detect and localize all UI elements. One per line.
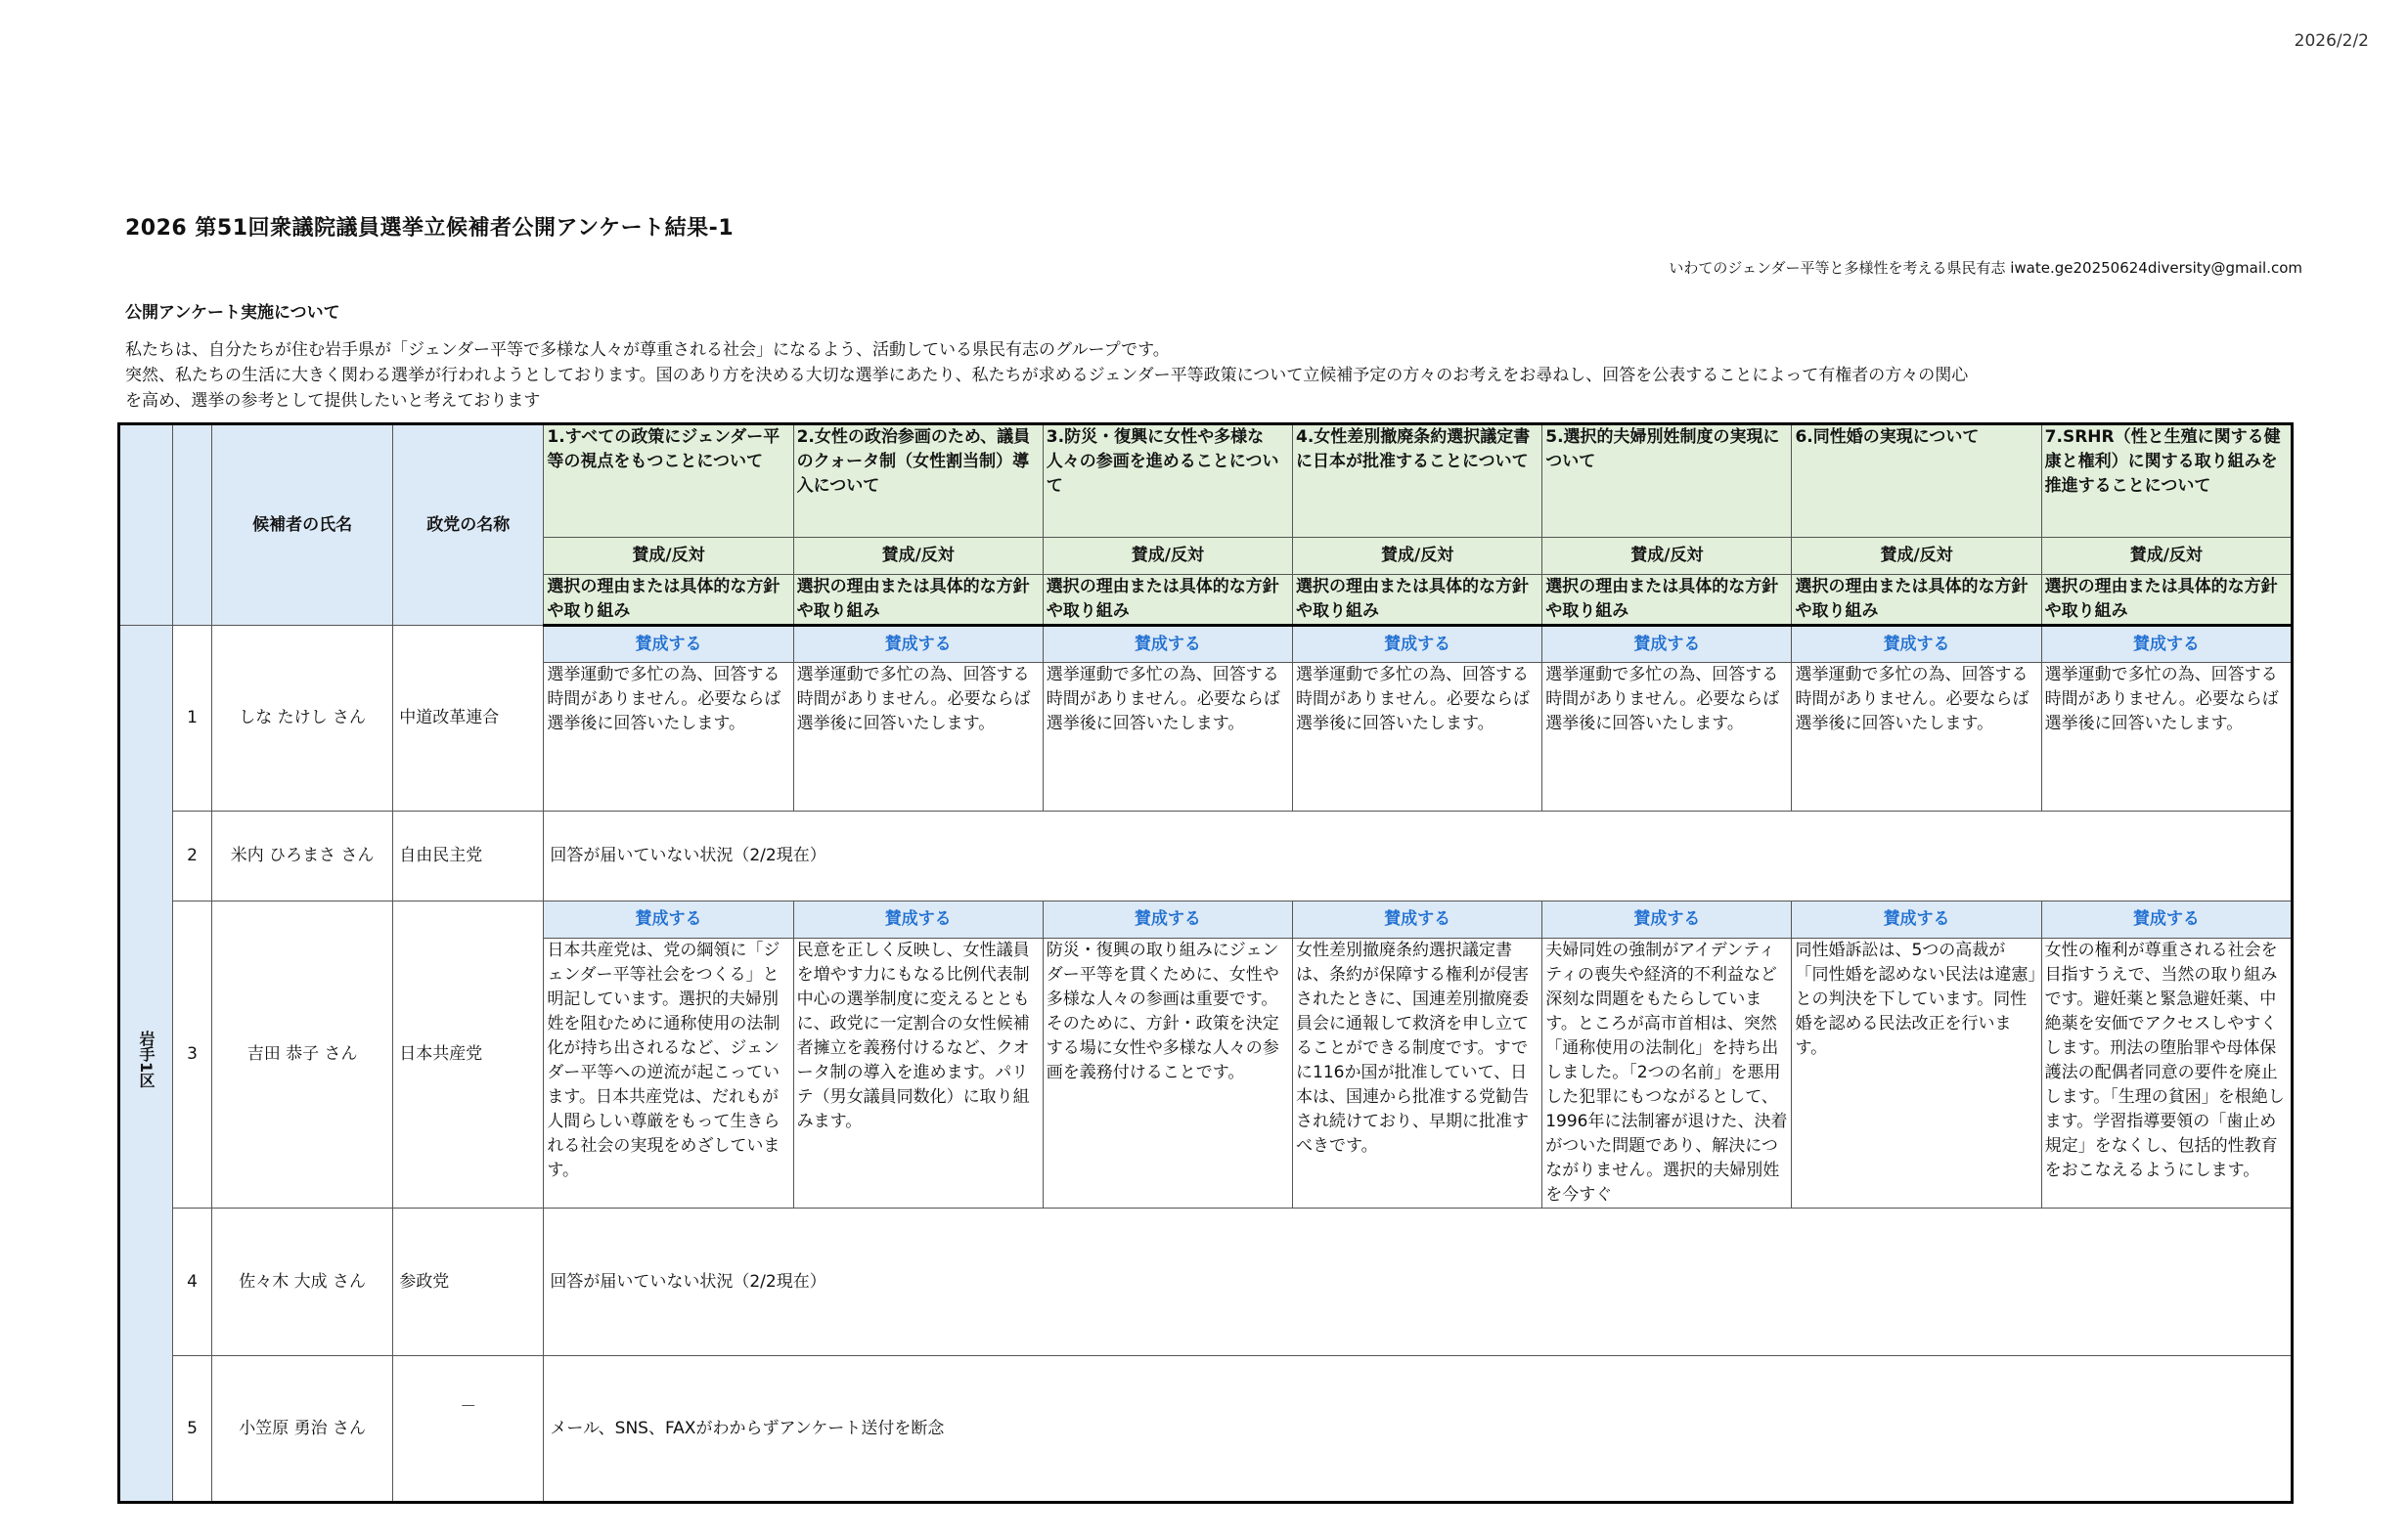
party-name: － [393, 1356, 544, 1503]
candidate-number: 4 [173, 1209, 212, 1356]
header-yes-no: 賛成/反対 [2041, 538, 2292, 575]
header-yes-no: 賛成/反対 [1293, 538, 1542, 575]
organization-contact: いわてのジェンダー平等と多様性を考える県民有志 iwate.ge20250624diversity@gmail.com [1669, 259, 2302, 277]
header-reason: 選択の理由または具体的な方針や取り組み [2041, 575, 2292, 626]
reason-cell: 選挙運動で多忙の為、回答する時間がありません。必要ならば選挙後に回答いたします。 [793, 663, 1043, 812]
print-date: 2026/2/2 [2294, 31, 2369, 51]
section-heading: 公開アンケート実施について [125, 303, 340, 323]
answer-cell: 賛成する [1043, 901, 1292, 939]
answer-cell: 賛成する [793, 901, 1043, 939]
header-yes-no: 賛成/反対 [793, 538, 1043, 575]
response-status: 回答が届いていない状況（2/2現在） [544, 812, 2293, 901]
answer-cell: 賛成する [2041, 626, 2292, 663]
reason-cell: 民意を正しく反映し、女性議員を増やす力にもなる比例代表制中心の選挙制度に変えるとともに、政党に一定割合の女性候補者擁立を義務付けるなど、クオータ制の導入を進めます。パリテ（男女議員同数化）に取り組みます。 [793, 939, 1043, 1209]
page-title: 2026 第51回衆議院議員選挙立候補者公開アンケート結果-1 [125, 216, 735, 241]
reason-cell: 選挙運動で多忙の為、回答する時間がありません。必要ならば選挙後に回答いたします。 [2041, 663, 2292, 812]
header-reason: 選択の理由または具体的な方針や取り組み [544, 575, 793, 626]
candidate-name: 小笠原 勇治 さん [212, 1356, 393, 1503]
header-yes-no: 賛成/反対 [1542, 538, 1792, 575]
candidate-number: 1 [173, 626, 212, 812]
reason-cell: 選挙運動で多忙の為、回答する時間がありません。必要ならば選挙後に回答いたします。 [1043, 663, 1292, 812]
header-reason: 選択の理由または具体的な方針や取り組み [793, 575, 1043, 626]
reason-cell: 選挙運動で多忙の為、回答する時間がありません。必要ならば選挙後に回答いたします。 [1542, 663, 1792, 812]
reason-cell: 夫婦同姓の強制がアイデンティティの喪失や経済的不利益など深刻な問題をもたらしています。ところが高市首相は、突然「通称使用の法制化」を持ち出しました。「2つの名前」を悪用した犯罪にもつながるとして、1996年に法制審が退けた、決着がついた問題であり、解決につながりません。選択的夫婦別姓を今すぐ [1542, 939, 1792, 1209]
party-name: 参政党 [393, 1209, 544, 1356]
party-name: 日本共産党 [393, 901, 544, 1209]
candidate-name: 佐々木 大成 さん [212, 1209, 393, 1356]
candidate-name: しな たけし さん [212, 626, 393, 812]
header-reason: 選択の理由または具体的な方針や取り組み [1792, 575, 2041, 626]
header-reason: 選択の理由または具体的な方針や取り組み [1542, 575, 1792, 626]
header-question-7: 7.SRHR（性と生殖に関する健康と権利）に関する取り組みを推進することについて [2041, 424, 2292, 538]
header-reason: 選択の理由または具体的な方針や取り組み [1043, 575, 1292, 626]
header-question-6: 6.同性婚の実現について [1792, 424, 2041, 538]
answer-cell: 賛成する [1542, 626, 1792, 663]
response-status: メール、SNS、FAXがわからずアンケート送付を断念 [544, 1356, 2293, 1503]
reason-cell: 選挙運動で多忙の為、回答する時間がありません。必要ならば選挙後に回答いたします。 [544, 663, 793, 812]
header-candidate-name: 候補者の氏名 [212, 424, 393, 626]
candidate-name: 吉田 恭子 さん [212, 901, 393, 1209]
reason-cell: 女性の権利が尊重される社会を目指すうえで、当然の取り組みです。避妊薬と緊急避妊薬、中絶薬を安価でアクセスしやすくします。刑法の堕胎罪や母体保護法の配偶者同意の要件を廃止します。「生理の貧困」を根絶します。学習指導要領の「歯止め規定」をなくし、包括的性教育をおこなえるようにします。 [2041, 939, 2292, 1209]
region-label [119, 626, 173, 1503]
intro-line: 突然、私たちの生活に大きく関わる選挙が行われようとしております。国のあり方を決める大切な選挙にあたり、私たちが求めるジェンダー平等政策について立候補予定の方々のお考えをお尋ねし、回答を公表することによって有権者の方々の関心 [125, 366, 1969, 385]
header-question-3: 3.防災・復興に女性や多様な人々の参画を進めることについて [1043, 424, 1292, 538]
candidate-name: 米内 ひろまさ さん [212, 812, 393, 901]
header-reason: 選択の理由または具体的な方針や取り組み [1293, 575, 1542, 626]
header-yes-no: 賛成/反対 [544, 538, 793, 575]
party-name: 自由民主党 [393, 812, 544, 901]
candidate-number: 5 [173, 1356, 212, 1503]
header-yes-no: 賛成/反対 [1792, 538, 2041, 575]
response-status: 回答が届いていない状況（2/2現在） [544, 1209, 2293, 1356]
header-question-1: 1.すべての政策にジェンダー平等の視点をもつことについて [544, 424, 793, 538]
header-party-name: 政党の名称 [393, 424, 544, 626]
reason-cell: 同性婚訴訟は、5つの高裁が「同性婚を認めない民法は違憲」との判決を下しています。同性婚を認める民法改正を行います。 [1792, 939, 2041, 1209]
candidate-number: 3 [173, 901, 212, 1209]
header-question-2: 2.女性の政治参画のため、議員のクォータ制（女性割当制）導入について [793, 424, 1043, 538]
header-blank [119, 424, 173, 626]
survey-results-table [117, 422, 2294, 1504]
header-question-4: 4.女性差別撤廃条約選択議定書に日本が批准することについて [1293, 424, 1542, 538]
answer-cell: 賛成する [1293, 626, 1542, 663]
answer-cell: 賛成する [2041, 901, 2292, 939]
answer-cell: 賛成する [1293, 901, 1542, 939]
answer-cell: 賛成する [544, 626, 793, 663]
intro-line: を高め、選挙の参考として提供したいと考えております [125, 391, 541, 411]
reason-cell: 防災・復興の取り組みにジェンダー平等を貫くために、女性や多様な人々の参画は重要です。そのために、方針・政策を決定する場に女性や多様な人々の参画を義務付けることです。 [1043, 939, 1292, 1209]
party-name: 中道改革連合 [393, 626, 544, 812]
reason-cell: 日本共産党は、党の綱領に「ジェンダー平等社会をつくる」と明記しています。選択的夫婦別姓を阻むために通称使用の法制化が持ち出されるなど、ジェンダー平等への逆流が起こっています。日本共産党は、だれもが人間らしい尊厳をもって生きられる社会の実現をめざしています。 [544, 939, 793, 1209]
header-yes-no: 賛成/反対 [1043, 538, 1292, 575]
intro-text [125, 337, 2101, 414]
answer-cell: 賛成する [1542, 901, 1792, 939]
region-text: 岩手1区 [137, 1030, 156, 1089]
reason-cell: 選挙運動で多忙の為、回答する時間がありません。必要ならば選挙後に回答いたします。 [1792, 663, 2041, 812]
reason-cell: 女性差別撤廃条約選択議定書は、条約が保障する権利が侵害されたときに、国連差別撤廃委員会に通報して救済を申し立てることができる制度です。すでに116か国が批准していて、日本は、国連から批准する党勧告され続けており、早期に批准すべきです。 [1293, 939, 1542, 1209]
answer-cell: 賛成する [544, 901, 793, 939]
header-question-5: 5.選択的夫婦別姓制度の実現について [1542, 424, 1792, 538]
reason-cell: 選挙運動で多忙の為、回答する時間がありません。必要ならば選挙後に回答いたします。 [1293, 663, 1542, 812]
intro-line: 私たちは、自分たちが住む岩手県が「ジェンダー平等で多様な人々が尊重される社会」になるよう、活動している県民有志のグループです。 [125, 340, 1170, 360]
header-blank [173, 424, 212, 626]
candidate-number: 2 [173, 812, 212, 901]
answer-cell: 賛成する [1043, 626, 1292, 663]
answer-cell: 賛成する [793, 626, 1043, 663]
answer-cell: 賛成する [1792, 901, 2041, 939]
answer-cell: 賛成する [1792, 626, 2041, 663]
